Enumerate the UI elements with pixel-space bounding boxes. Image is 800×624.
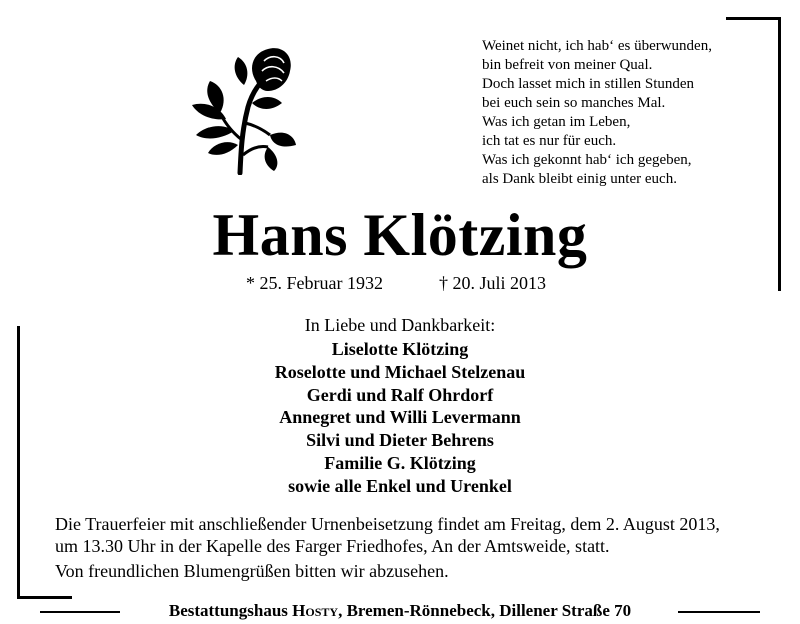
footer-prefix: Bestattungshaus [168,601,293,620]
footer-company: Hosty [292,601,339,620]
deceased-name: Hans Klötzing [212,202,588,268]
poem-line: bei euch sein so manches Mal. [482,95,666,111]
mourner-name: Annegret und Willi Levermann [279,407,521,428]
poem-line: bin befreit von meiner Qual. [482,57,653,73]
poem [482,37,762,189]
rose-icon [178,45,298,175]
poem-line: Doch lasset mich in stillen Stunden [482,76,695,92]
flowers-note: Von freundlichen Blumengrüßen bitten wir abzusehen. [55,561,449,581]
funeral-line-1: Die Trauerfeier mit anschließender Urnenbeisetzung findet am Freitag, dem 2. August 2013, [55,514,720,534]
mourner-name: Familie G. Klötzing [324,452,476,473]
poem-line: Was ich getan im Leben, [482,114,631,130]
mourner-name: Roselotte und Michael Stelzenau [274,361,526,382]
mourner-name: Gerdi und Ralf Ohrdorf [306,384,494,405]
funeral-home-footer [0,600,800,622]
funeral-line-2: um 13.30 Uhr in der Kapelle des Farger Friedhofes, An der Amtsweide, statt. [55,536,610,556]
poem-line: Was ich gekonnt hab‘ ich gegeben, [482,152,692,168]
poem-line: ich tat es nur für euch. [482,133,617,149]
poem-line: Weinet nicht, ich hab‘ es überwunden, [482,38,712,54]
frame-corner-bottom-left-horizontal [17,596,72,599]
mourners-intro: In Liebe und Dankbarkeit: [304,315,496,335]
mourner-name: Liselotte Klötzing [331,339,469,359]
mourner-name: sowie alle Enkel und Urenkel [288,475,512,496]
poem-line: als Dank bleibt einig unter euch. [482,171,677,187]
funeral-notice [55,513,775,557]
mourner-name: Silvi und Dieter Behrens [306,430,494,451]
frame-corner-top-right-horizontal [726,17,781,20]
birth-date: * 25. Februar 1932 [246,273,383,293]
footer-suffix: , Bremen-Rönnebeck, Dillener Straße 70 [338,601,632,620]
death-date: † 20. Juli 2013 [439,273,547,293]
mourners-list [0,338,800,498]
